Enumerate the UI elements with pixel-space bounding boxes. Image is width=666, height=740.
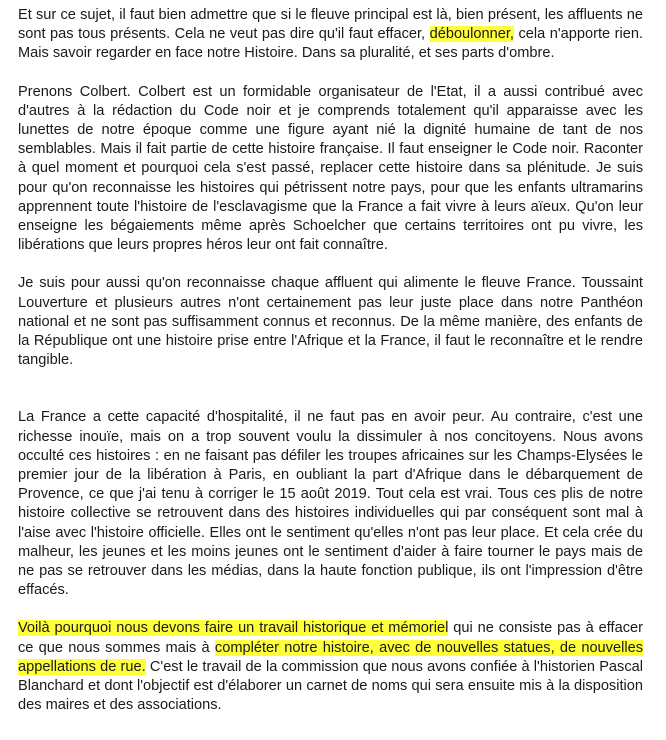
- paragraph-3: Je suis pour aussi qu'on reconnaisse chaque affluent qui alimente le fleuve France. Toussaint Louverture et plusieurs autres n'ont certainement pas leur juste place dans notre Panthéon national et ne sont pas suffisamment connus et reconnus. De la même manière, des enfants de la République ont une histoire prise entre l'Afrique et la France, il faut le reconnaître et le rendre tangible.: [18, 275, 643, 369]
- document-body: [18, 6, 643, 716]
- highlight-completer-histoire: compléter notre histoire, avec de nouvelles statues, de nouvelles appellations de rue.: [18, 639, 643, 675]
- paragraph-spacer: [18, 600, 643, 619]
- paragraph-1-text-before: Et sur ce sujet, il faut bien admettre que si le fleuve principal est là, bien présent, les affluents ne sont pas tous présents. Cela ne veut pas dire qu'il faut effacer,: [18, 7, 643, 43]
- paragraph-5: [18, 619, 643, 715]
- paragraph-4: La France a cette capacité d'hospitalité, il ne faut pas en avoir peur. Au contraire, c'est une richesse inouïe, mais on a trop souvent voulu la dissimuler à nos concitoyens. Nous avons occulté ces histoires : en ne faisant pas défiler les troupes africaines sur les Champs-Elysées le premier jour de la libération à Paris, en oubliant la part d'Afrique dans le débarquement de Provence, ce que j'ai tenu à corriger le 15 août 2019. Tout cela est vrai. Tous ces plis de notre histoire collective se retrouvent dans des histoires individuelles qui par conséquent sont mal à l'aise avec l'histoire officielle. Elles ont le sentiment qu'elles n'ont pas leur place. Et cela crée du malheur, les jeunes et les moins jeunes ont le sentiment d'aider à faire tourner le pays mais de ne pas se retrouver dans les médias, dans la haute fonction publique, ils ont l'impression d'être effacés.: [18, 409, 643, 599]
- paragraph-1-text-after: cela n'apporte rien. Mais savoir regarder en face notre Histoire. Dans sa pluralité, et ses parts d'ombre.: [18, 26, 643, 62]
- paragraph-spacer: [18, 64, 643, 83]
- paragraph-spacer: [18, 370, 643, 408]
- paragraph-1: [18, 6, 643, 64]
- paragraph-5-text-after: C'est le travail de la commission que nous avons confiée à l'historien Pascal Blanchard et dont l'objectif est d'élaborer un carnet de noms qui sera ensuite mis à la disposition des maires et des associations.: [18, 658, 643, 714]
- highlight-travail-historique: Voilà pourquoi nous devons faire un travail historique et mémoriel: [18, 620, 449, 637]
- paragraph-5-text-middle: qui ne consiste pas à effacer ce que nous sommes mais à: [18, 620, 643, 656]
- highlight-deboulonner: déboulonner,: [429, 26, 514, 43]
- paragraph-spacer: [18, 255, 643, 274]
- paragraph-2: Prenons Colbert. Colbert est un formidable organisateur de l'Etat, il a aussi contribué avec d'autres à la rédaction du Code noir et je comprends totalement qu'il apparaisse avec les lunettes de notre époque comme une figure ayant nié la dignité humaine de tant de nos semblables. Mais il fait partie de cette histoire française. Il faut enseigner le Code noir. Raconter à quel moment et pourquoi cela s'est passé, replacer cette histoire dans sa plénitude. Je suis pour qu'on reconnaisse les histoires qui pétrissent notre pays, pour que les enfants ultramarins apprennent toute l'histoire de l'esclavagisme que la France a fait vivre à leurs aïeux. Qu'on leur enseigne les bégaiements même après Schoelcher que certains territoires ont pu vivre, les libérations que leurs propres héros leur ont fait connaître.: [18, 83, 643, 254]
